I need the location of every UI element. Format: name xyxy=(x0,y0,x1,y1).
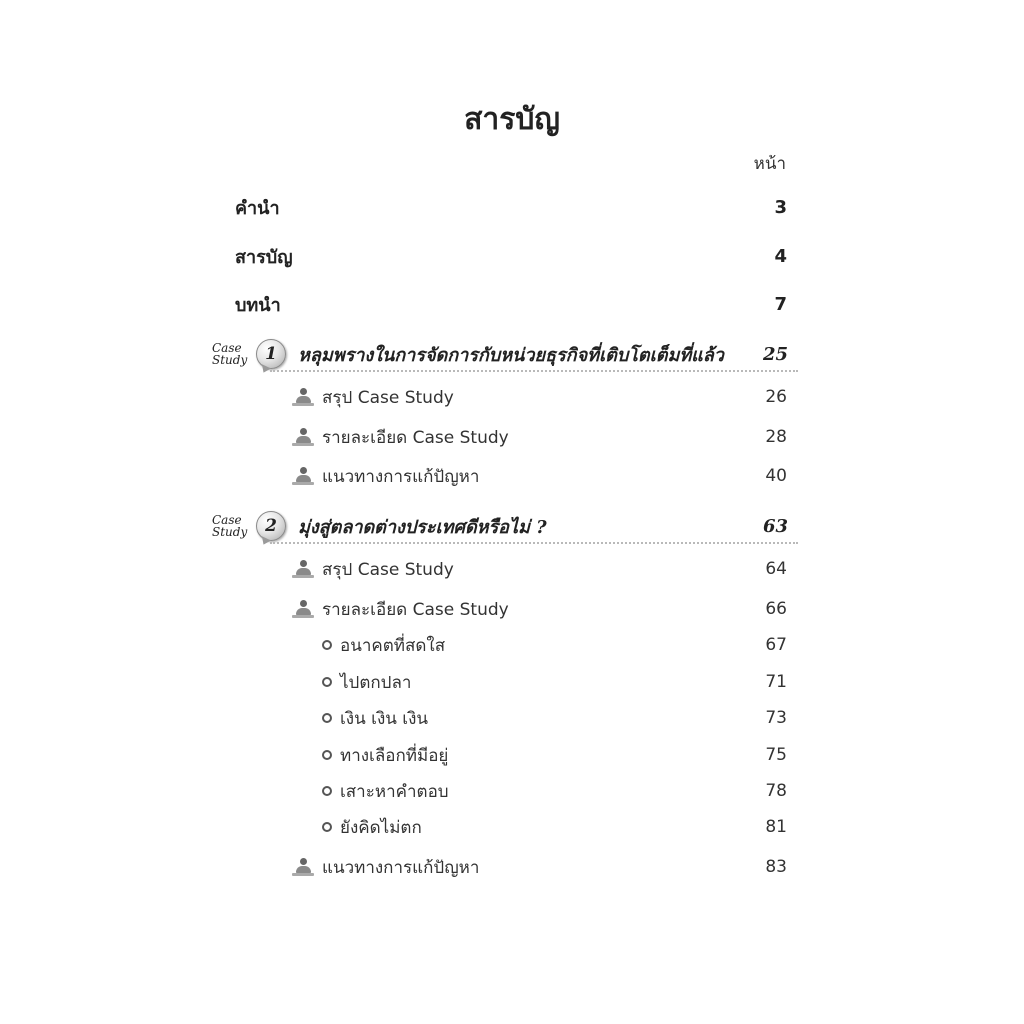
ring-bullet-icon xyxy=(322,750,332,760)
case-title: หลุมพรางในการจัดการกับหน่วยธุรกิจที่เติบโตเต็มที่แล้ว xyxy=(298,344,724,366)
section-label: แนวทางการแก้ปัญหา xyxy=(322,857,480,878)
person-at-desk-icon xyxy=(292,599,314,619)
subsection-label: เสาะหาคำตอบ xyxy=(340,781,449,802)
ring-bullet-icon xyxy=(322,786,332,796)
toc-entry-contents[interactable] xyxy=(235,239,787,273)
case-study-tag: Case Study xyxy=(212,341,248,367)
toc-subsection[interactable] xyxy=(322,774,787,808)
section-label: สรุป Case Study xyxy=(322,559,454,580)
person-at-desk-icon xyxy=(292,466,314,486)
toc-subsection[interactable] xyxy=(322,701,787,735)
subsection-page: 75 xyxy=(765,745,787,765)
toc-entry-label: คำนำ xyxy=(235,197,280,219)
toc-case-2[interactable] xyxy=(212,508,788,544)
ring-bullet-icon xyxy=(322,640,332,650)
case-title: มุ่งสู่ตลาดต่างประเทศดีหรือไม่ ? xyxy=(298,516,547,538)
person-at-desk-icon xyxy=(292,857,314,877)
toc-entry-page: 7 xyxy=(774,293,787,315)
case-page: 63 xyxy=(762,515,788,537)
subsection-page: 67 xyxy=(765,635,787,655)
ring-bullet-icon xyxy=(322,713,332,723)
toc-subsection[interactable] xyxy=(322,628,787,662)
person-at-desk-icon xyxy=(292,387,314,407)
section-page: 83 xyxy=(765,857,787,877)
person-at-desk-icon xyxy=(292,559,314,579)
ring-bullet-icon xyxy=(322,677,332,687)
toc-section[interactable] xyxy=(292,380,787,414)
subsection-page: 78 xyxy=(765,781,787,801)
section-page: 28 xyxy=(765,427,787,447)
dotted-divider xyxy=(270,370,798,372)
section-label: สรุป Case Study xyxy=(322,387,454,408)
toc-entry-page: 3 xyxy=(774,196,787,218)
ring-bullet-icon xyxy=(322,822,332,832)
dotted-divider xyxy=(270,542,798,544)
section-label: รายละเอียด Case Study xyxy=(322,599,509,620)
toc-entry-label: บทนำ xyxy=(235,294,281,316)
section-label: แนวทางการแก้ปัญหา xyxy=(322,466,480,487)
speech-bubble-number-icon: 2 xyxy=(256,511,286,541)
person-at-desk-icon xyxy=(292,427,314,447)
toc-entry-page: 4 xyxy=(774,245,787,267)
subsection-page: 73 xyxy=(765,708,787,728)
subsection-page: 81 xyxy=(765,817,787,837)
toc-subsection[interactable] xyxy=(322,810,787,844)
subsection-label: ยังคิดไม่ตก xyxy=(340,817,422,838)
toc-section[interactable] xyxy=(292,552,787,586)
case-page: 25 xyxy=(762,343,788,365)
page-title: สารบัญ xyxy=(464,102,560,137)
toc-section[interactable] xyxy=(292,420,787,454)
subsection-label: ทางเลือกที่มีอยู่ xyxy=(340,745,449,766)
toc-entry-introduction[interactable] xyxy=(235,287,787,321)
section-page: 26 xyxy=(765,387,787,407)
toc-entry-label: สารบัญ xyxy=(235,246,293,268)
toc-case-1[interactable] xyxy=(212,336,788,372)
toc-section[interactable] xyxy=(292,592,787,626)
page-column-label: หน้า xyxy=(753,154,786,174)
subsection-label: อนาคตที่สดใส xyxy=(340,635,446,656)
section-label: รายละเอียด Case Study xyxy=(322,427,509,448)
section-page: 66 xyxy=(765,599,787,619)
toc-subsection[interactable] xyxy=(322,738,787,772)
toc-section[interactable] xyxy=(292,850,787,884)
toc-section[interactable] xyxy=(292,459,787,493)
subsection-label: เงิน เงิน เงิน xyxy=(340,708,429,729)
toc-subsection[interactable] xyxy=(322,665,787,699)
speech-bubble-number-icon: 1 xyxy=(256,339,286,369)
toc-entry-preface[interactable] xyxy=(235,190,787,224)
case-study-tag: Case Study xyxy=(212,513,248,539)
section-page: 64 xyxy=(765,559,787,579)
section-page: 40 xyxy=(765,466,787,486)
subsection-page: 71 xyxy=(765,672,787,692)
subsection-label: ไปตกปลา xyxy=(340,672,412,693)
